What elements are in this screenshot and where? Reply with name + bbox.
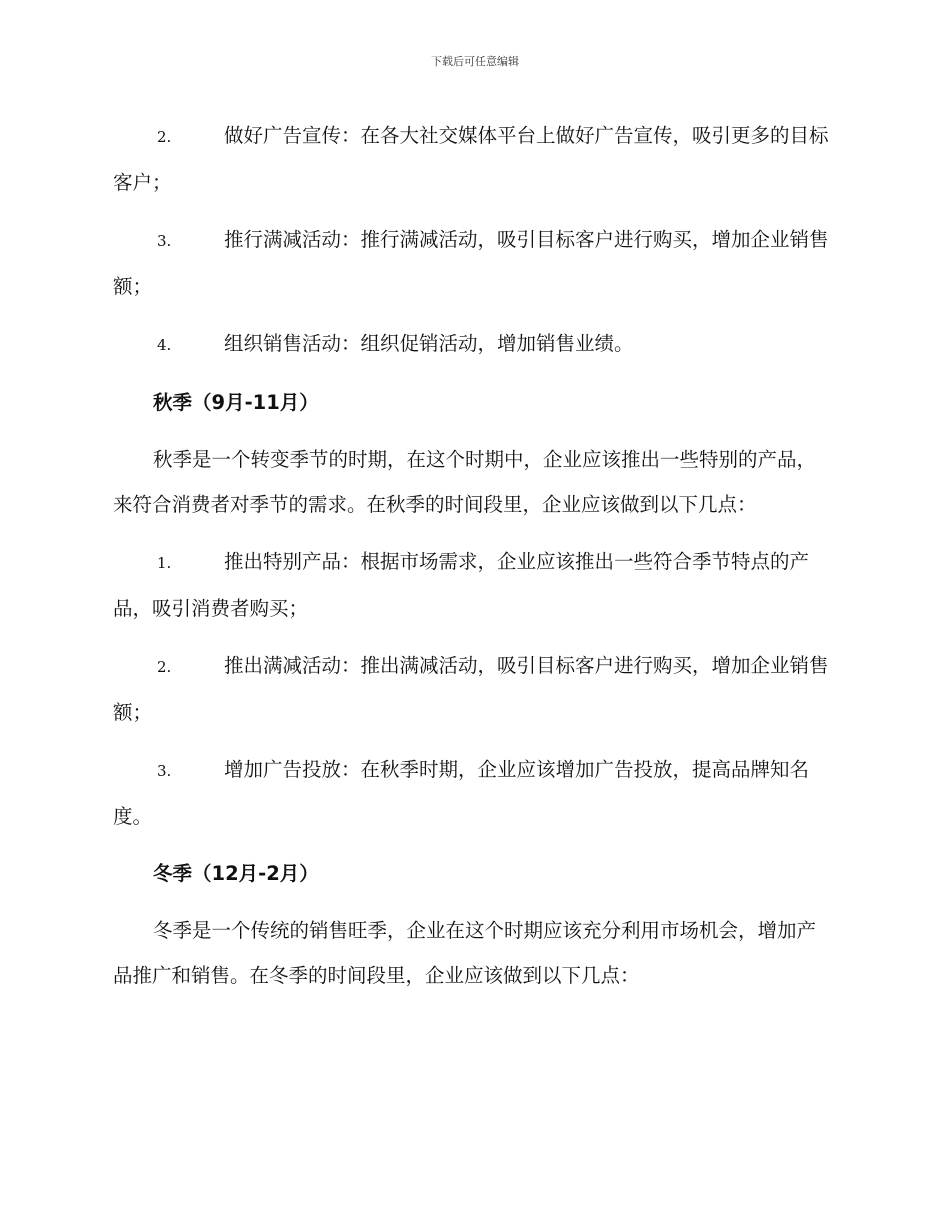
document-body <box>113 113 835 1010</box>
list-item <box>113 217 835 309</box>
list-number: 1. <box>157 554 172 572</box>
list-number: 2. <box>157 658 172 676</box>
page-header: 下载后可任意编辑 <box>431 55 519 68</box>
section-heading-autumn: 秋季（9月-11月） <box>153 391 319 414</box>
list-item <box>113 539 835 631</box>
list-number: 2. <box>157 128 172 146</box>
list-number: 3. <box>157 762 172 780</box>
list-item <box>113 321 835 368</box>
list-item <box>113 747 835 839</box>
section-heading-winter: 冬季（12月-2月） <box>153 862 319 885</box>
list-item <box>113 113 835 205</box>
list-item-text: 推出满减活动：推出满减活动，吸引目标客户进行购买，增加企业销售额； <box>113 654 829 724</box>
list-item-text: 推出特别产品：根据市场需求，企业应该推出一些符合季节特点的产品，吸引消费者购买； <box>113 550 810 620</box>
list-number: 4. <box>157 336 172 354</box>
paragraph-winter-intro: 冬季是一个传统的销售旺季，企业在这个时期应该充分利用市场机会，增加产品推广和销售。在冬季的时间段里，企业应该做到以下几点： <box>113 919 817 987</box>
list-item-text: 推行满减活动：推行满减活动，吸引目标客户进行购买，增加企业销售额； <box>113 228 829 298</box>
list-number: 3. <box>157 232 172 250</box>
list-item <box>113 643 835 735</box>
list-item-text: 增加广告投放：在秋季时期，企业应该增加广告投放，提高品牌知名度。 <box>113 758 810 828</box>
list-item-text: 组织销售活动：组织促销活动，增加销售业绩。 <box>224 332 634 355</box>
list-item-text: 做好广告宣传：在各大社交媒体平台上做好广告宣传，吸引更多的目标客户； <box>113 124 829 194</box>
paragraph-autumn-intro: 秋季是一个转变季节的时期，在这个时期中，企业应该推出一些特别的产品，来符合消费者对季节的需求。在秋季的时间段里，企业应该做到以下几点： <box>113 448 817 516</box>
